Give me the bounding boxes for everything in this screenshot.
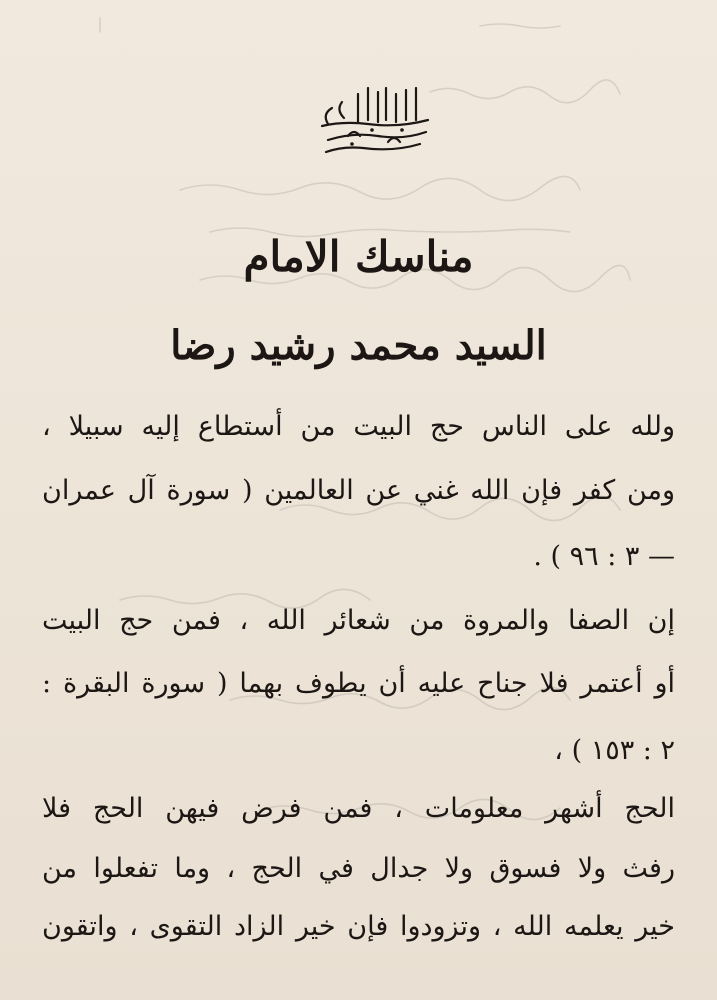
text-line: ومن كفر فإن الله غني عن العالمين ( سورة آل عمران — [42, 475, 675, 506]
book-title: مناسك الامام — [243, 232, 474, 281]
text-line: رفث ولا فسوق ولا جدال في الحج ، وما تفعلوا من — [42, 853, 675, 884]
book-author: السيد محمد رشيد رضا — [170, 322, 547, 369]
text-line: ٢ : ١٥٣ ) ، — [554, 735, 675, 766]
text-line: إن الصفا والمروة من شعائر الله ، فمن حج البيت — [42, 605, 675, 636]
text-line: الحج أشهر معلومات ، فمن فرض فيهن الحج فلا — [42, 793, 675, 824]
text-line: أو أعتمر فلا جناح عليه أن يطوف بهما ( سورة البقرة : — [42, 668, 675, 699]
text-line: ولله على الناس حج البيت من أستطاع إليه سبيلا ، — [42, 411, 675, 442]
basmala-calligraphy-icon — [308, 80, 438, 160]
text-line: خير يعلمه الله ، وتزودوا فإن خير الزاد التقوى ، واتقون — [42, 911, 675, 942]
text-line: — ٣ : ٩٦ ) . — [533, 541, 675, 572]
